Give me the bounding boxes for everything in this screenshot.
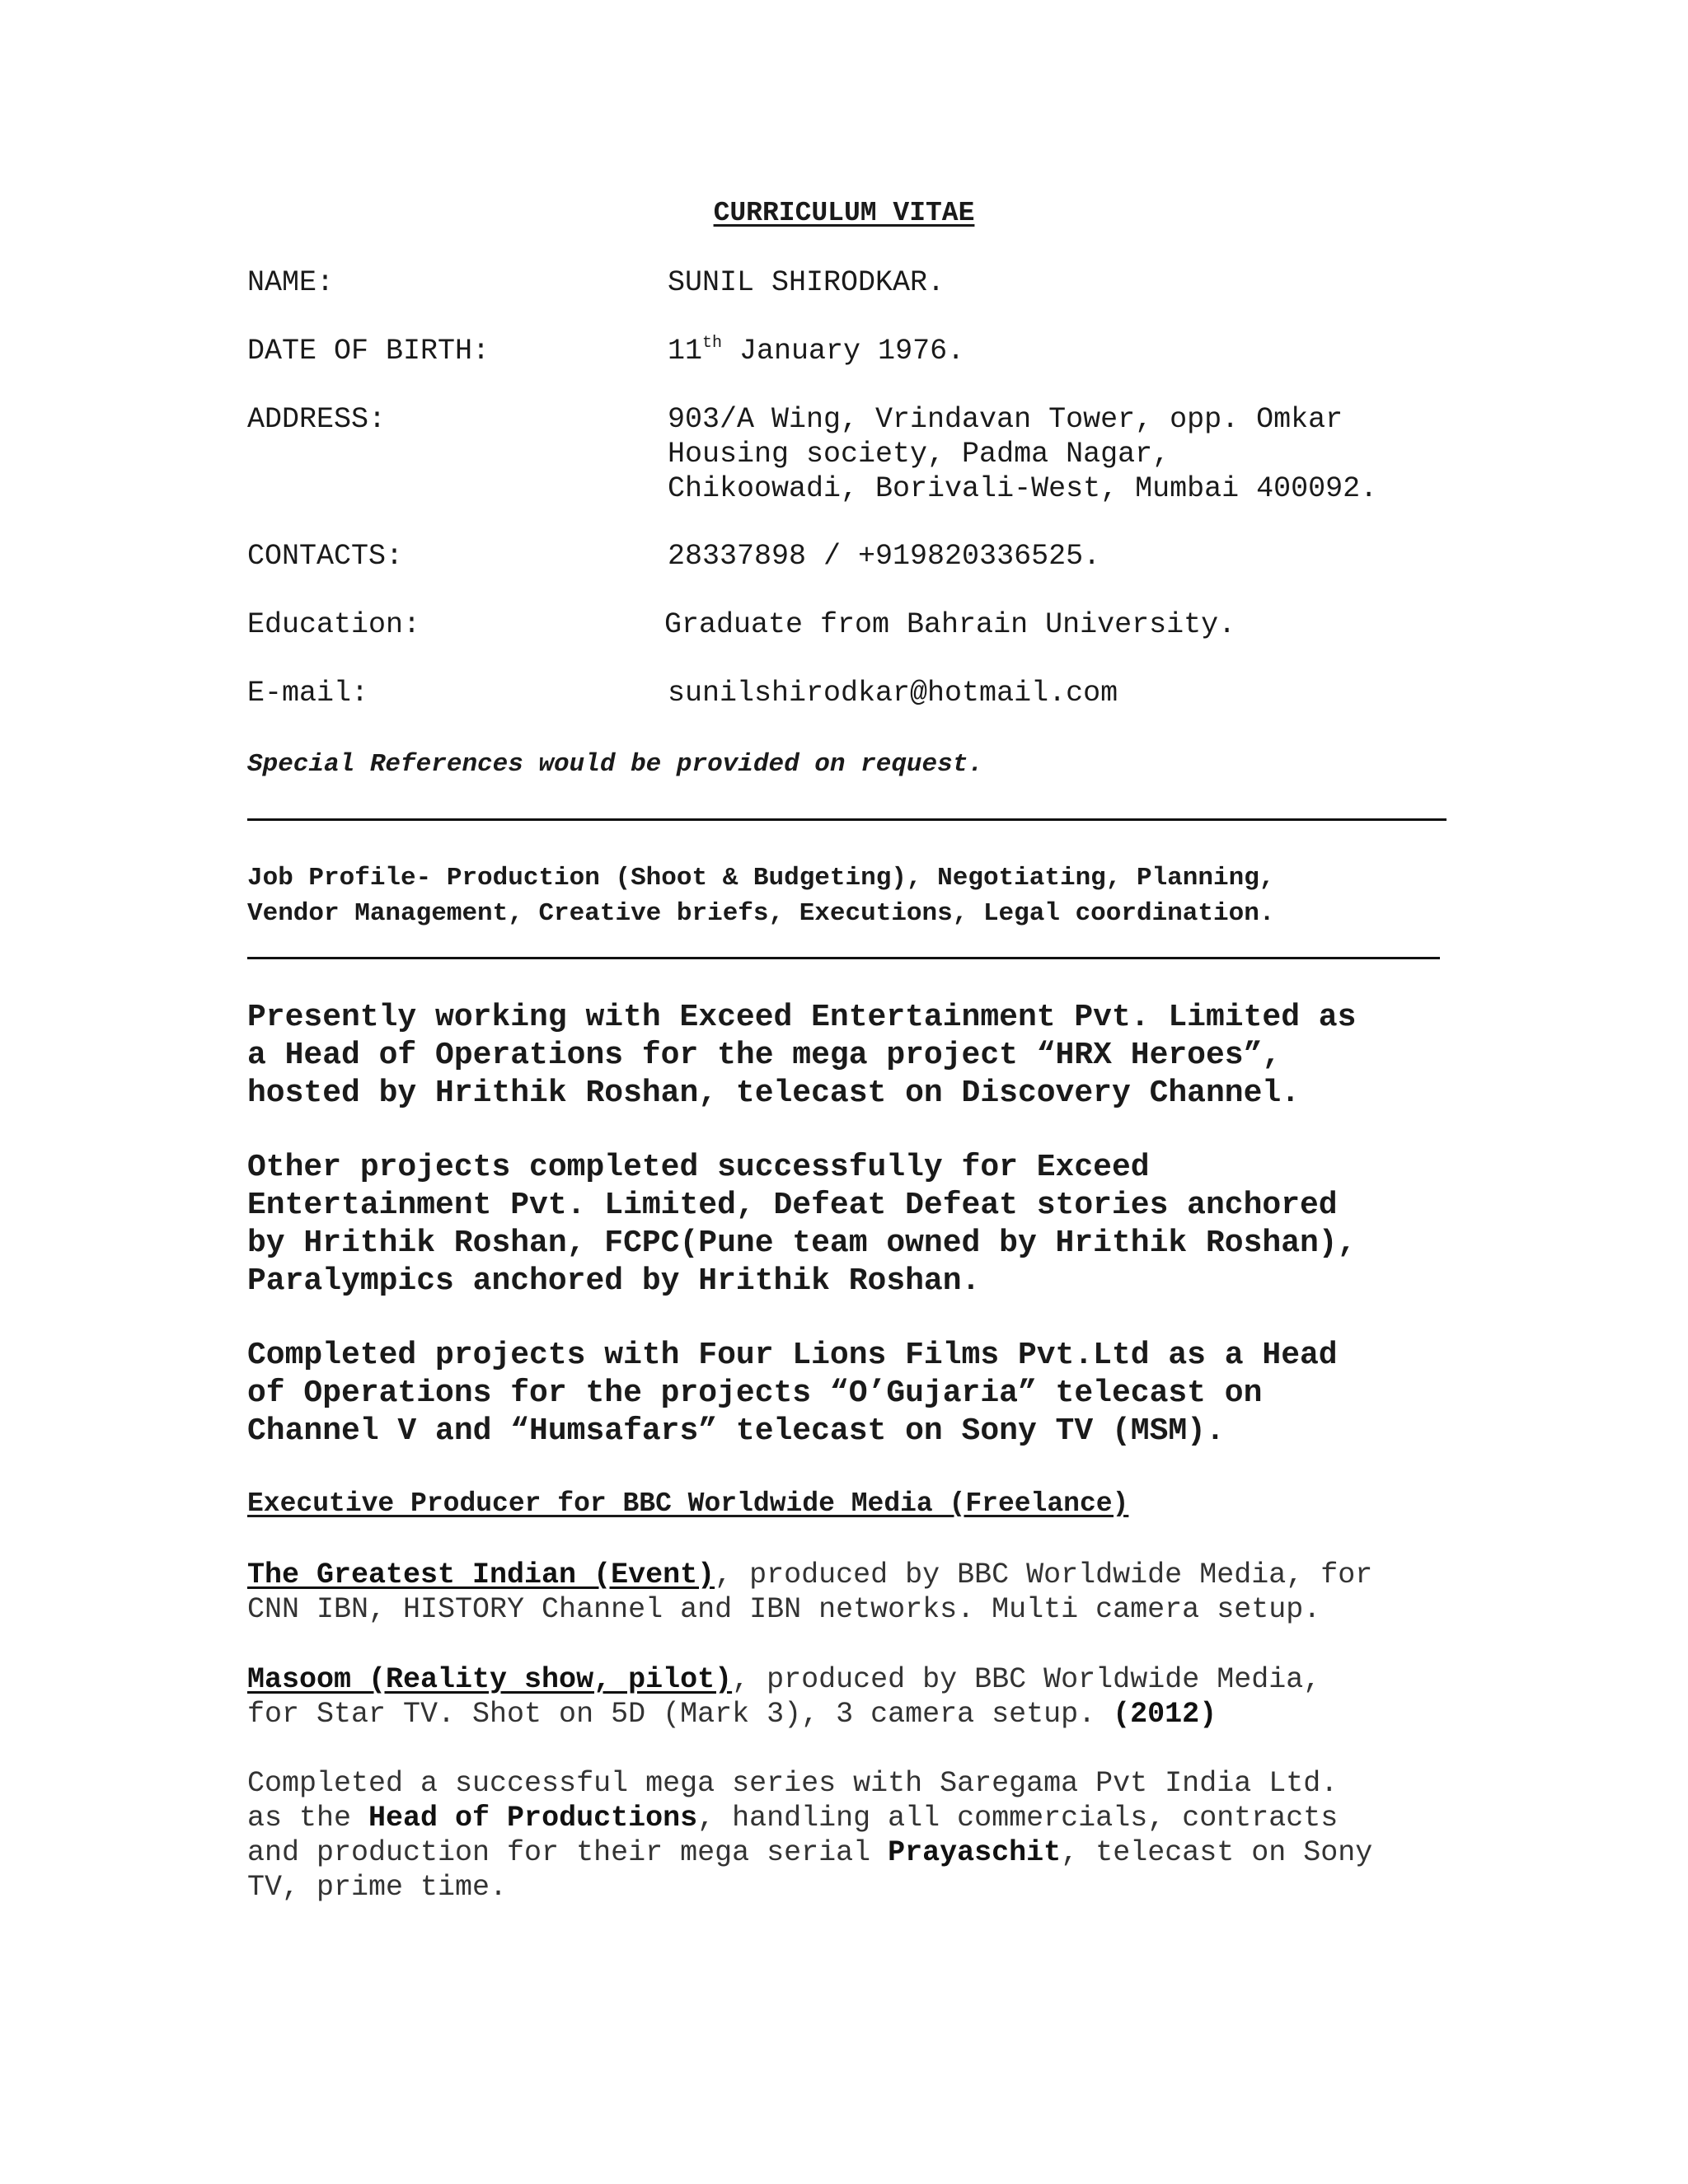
email-label: E-mail: <box>247 677 369 710</box>
four-lions-paragraph: Completed projects with Four Lions Films Pvt.Ltd as a Head of Operations for the projects “O’Gujaria” telecast on Channel V and “Humsafars” telecast on Sony TV (MSM). <box>247 1338 1338 1449</box>
contacts-label: CONTACTS: <box>247 540 404 573</box>
name-label: NAME: <box>247 266 335 299</box>
divider-bottom <box>247 957 1440 959</box>
dob-label: DATE OF BIRTH: <box>247 335 490 368</box>
education-label: Education: <box>247 608 421 641</box>
address-label: ADDRESS: <box>247 403 387 436</box>
bbc-section-heading: Executive Producer for BBC Worldwide Media (Freelance) <box>247 1488 1129 1519</box>
other-projects-paragraph: Other projects completed successfully for Exceed Entertainment Pvt. Limited, Defeat Defeat stories anchored by Hrithik Roshan, FCPC(Pune team owned by Hrithik Roshan), Paralympics anchored by Hrithik Roshan. <box>247 1150 1357 1299</box>
masoom-year: (2012) <box>1113 1698 1217 1731</box>
present-work-paragraph: Presently working with Exceed Entertainment Pvt. Limited as a Head of Operations for the mega project “HRX Heroes”, hosted by Hrithik Roshan, telecast on Discovery Channel. <box>247 1000 1357 1111</box>
divider-top <box>247 818 1447 821</box>
address-value: 903/A Wing, Vrindavan Tower, opp. Omkar Housing society, Padma Nagar, Chikoowadi, Borivali-West, Mumbai 400092. <box>668 403 1378 505</box>
contacts-value: 28337898 / +919820336525. <box>668 540 1101 573</box>
masoom-paragraph: Masoom (Reality show, pilot), produced by BBC Worldwide Media, for Star TV. Shot on 5D (Mark 3), 3 camera setup. (2012) <box>247 1663 1321 1731</box>
dob-value: 11th January 1976. <box>668 334 965 368</box>
name-value: SUNIL SHIRODKAR. <box>668 266 945 299</box>
email-value[interactable]: sunilshirodkar@hotmail.com <box>668 677 1118 710</box>
education-value: Graduate from Bahrain University. <box>664 608 1236 641</box>
document-title: CURRICULUM VITAE <box>713 198 975 228</box>
special-references-note: Special References would be provided on request. <box>247 750 983 779</box>
saregama-paragraph: Completed a successful mega series with Saregama Pvt India Ltd. as the Head of Productions, handling all commercials, contracts and production for their mega serial Prayaschit, telecast on Sony TV, prime time. <box>247 1767 1373 1904</box>
greatest-indian-paragraph: The Greatest Indian (Event), produced by BBC Worldwide Media, for CNN IBN, HISTORY Channel and IBN networks. Multi camera setup. <box>247 1558 1373 1626</box>
masoom-title: Masoom (Reality show, pilot) <box>247 1663 733 1696</box>
greatest-indian-title: The Greatest Indian (Event) <box>247 1558 715 1591</box>
job-profile: Job Profile- Production (Shoot & Budgeting), Negotiating, Planning, Vendor Management, Creative briefs, Executions, Legal coordination. <box>247 864 1275 928</box>
